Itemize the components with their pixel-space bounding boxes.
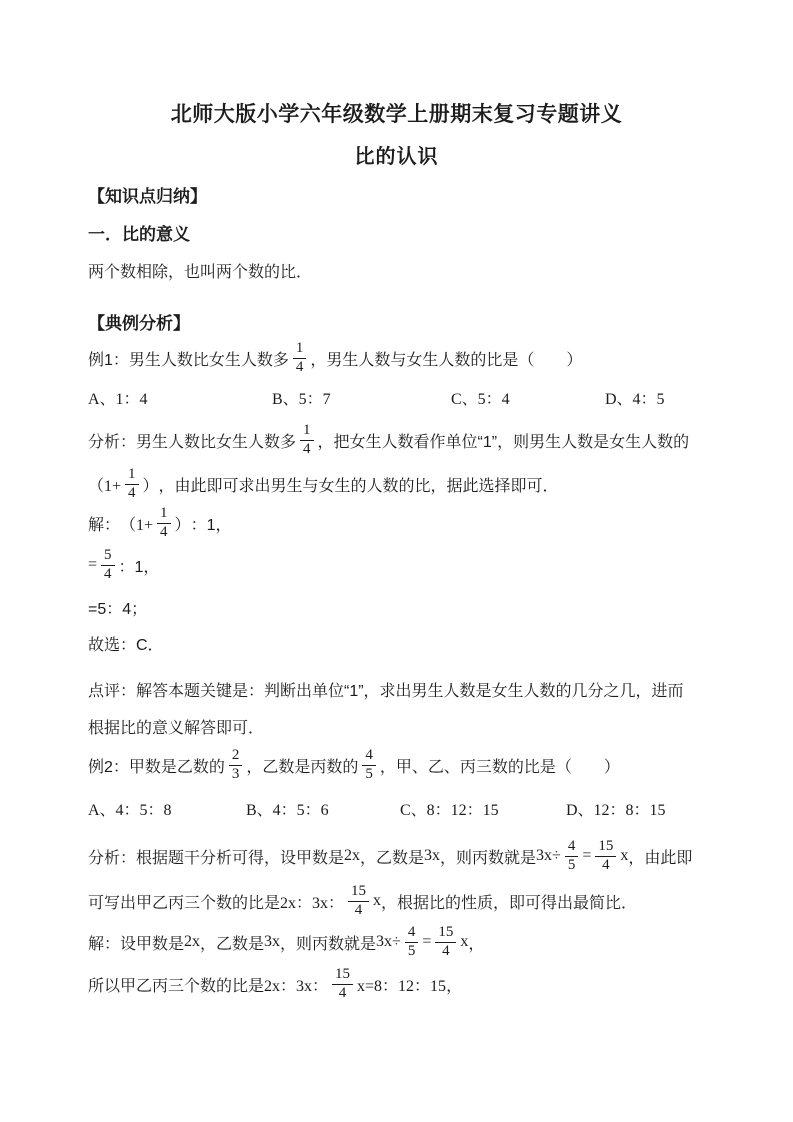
example2-question-mid: ，乙数是丙数的 [246, 758, 359, 776]
example1-solution-step3: =5：4； [88, 601, 148, 618]
fraction-4-5: 4 5 [362, 747, 376, 783]
fraction-1-4: 1 4 [293, 340, 307, 376]
solution1-label: 解： [88, 516, 121, 534]
fraction-15-4: $\frac{15}{4}$ [595, 838, 616, 874]
math-equals: = [422, 933, 432, 950]
example1-comment-line1: 点评：解答本题关键是：判断出单位“1”，求出男生人数是女生人数的几分之几，进而 [88, 683, 684, 700]
example2-question [88, 743, 707, 787]
analysis2-c: ，则丙数就是 [440, 849, 537, 867]
analysis2-a: 分析：根据题干分析可得，设甲数是 [88, 849, 345, 867]
analysis2-d: ，由此即 [628, 849, 693, 867]
math-3x: 3x [264, 933, 281, 950]
solution1-step2-equals: = [88, 556, 98, 573]
fraction-15-4: 15 4 [332, 966, 353, 1002]
section1-heading: 一．比的意义 [88, 225, 190, 244]
example2-option-d: D、12：8：15 [566, 802, 666, 819]
ratio-definition-text: 两个数相除，也叫两个数的比． [88, 264, 313, 281]
fraction-5-4: $\frac{5}{4}$ [101, 547, 115, 583]
solution2-f: ， [446, 977, 463, 995]
fraction-1-4: $\frac{1}{4}$ [125, 466, 139, 502]
math-x: x [460, 933, 469, 950]
math-ratio-2x-3x: 2x：3x： [280, 894, 345, 912]
example1-question-pre: 例1：男生人数比女生人数多 [88, 351, 289, 369]
solution2-e: 所以甲乙丙三个数的比是 [88, 977, 265, 995]
math-3x-divide: 3x÷ [536, 847, 561, 864]
example1-options [88, 386, 707, 409]
analysis1-paren-close: ） [142, 477, 159, 495]
example1-question-post: ，男生人数与女生人数的比是（ ） [310, 351, 583, 369]
example1-comment-line2: 根据比的意义解答即可． [88, 720, 265, 737]
analysis2-f: ，根据比的性质，即可得出最简比． [381, 894, 638, 912]
fraction-1-4: 1 4 [300, 422, 314, 458]
fraction-4-5: $\frac{4}{5}$ [565, 838, 579, 874]
math-x: x [620, 847, 629, 864]
analysis1-post: ，把女生人数看作单位“1”，则男生人数是女生人数的 [317, 433, 690, 451]
math-2x: 2x [344, 847, 361, 864]
analysis1-tail: ，由此即可求出男生与女生的人数的比，据此选择即可． [158, 477, 559, 495]
solution1-paren-close: ） [174, 516, 191, 534]
math-ratio-2x-3x: 2x：3x： [264, 977, 329, 995]
example1-option-d: D、4：5 [605, 391, 665, 408]
example2-option-a: A、4：5：8 [88, 802, 172, 819]
example1-solution-step1 [88, 501, 707, 545]
solution2-a: 解：设甲数是 [88, 935, 185, 953]
math-equals: = [582, 847, 592, 864]
fraction-2-3: 2 3 [229, 747, 243, 783]
solution1-step2-tail: ：1， [118, 558, 160, 576]
solution2-d: ， [468, 935, 485, 953]
example2-solution-line2 [88, 962, 707, 1006]
example2-analysis-line1 [88, 834, 707, 878]
example2-option-b: B、4：5：6 [246, 802, 329, 819]
example2-question-post: ，甲、乙、丙三数的比是（ ） [379, 758, 620, 776]
example1-option-a: A、1：4 [88, 391, 148, 408]
example1-question [88, 336, 707, 380]
solution2-b: ，乙数是 [200, 935, 265, 953]
example1-answer: 故选：C． [88, 637, 164, 654]
document-title: 北师大版小学六年级数学上册期末复习专题讲义 [170, 103, 623, 126]
example2-analysis-line2 [88, 879, 707, 923]
analysis2-e: 可写出甲乙丙三个数的比是 [88, 894, 281, 912]
math-result: x=8：12：15 [357, 977, 447, 995]
document-subtitle: 比的认识 [354, 146, 439, 168]
math-x: x [373, 892, 382, 909]
math-2x: 2x [184, 933, 201, 950]
analysis1-paren-open: （1+ [88, 477, 122, 495]
example1-solution-step2 [88, 543, 707, 587]
example2-options [88, 797, 707, 820]
example2-option-c: C、8：12：15 [400, 802, 499, 819]
example1-analysis-line2 [88, 462, 707, 506]
example2-solution-line1 [88, 920, 707, 964]
knowledge-points-header: 【知识点归纳】 [88, 187, 207, 206]
example1-analysis-line1 [88, 418, 707, 462]
solution1-tail: ：1， [190, 516, 232, 534]
example2-question-pre: 例2：甲数是乙数的 [88, 758, 225, 776]
fraction-15-4: 15 4 [348, 883, 369, 919]
example1-option-c: C、5：4 [451, 391, 510, 408]
math-3x: 3x [424, 847, 441, 864]
fraction-15-4: $\frac{15}{4}$ [435, 924, 456, 960]
math-3x-divide: 3x÷ [376, 933, 401, 950]
solution2-c: ，则丙数就是 [280, 935, 377, 953]
fraction-1-4: $\frac{1}{4}$ [157, 505, 171, 541]
solution1-paren-open: （1+ [120, 516, 154, 534]
analysis2-b: ，乙数是 [360, 849, 425, 867]
analysis1-pre: 分析：男生人数比女生人数多 [88, 433, 297, 451]
typical-examples-header: 【典例分析】 [88, 314, 190, 333]
example1-option-b: B、5：7 [272, 391, 331, 408]
fraction-4-5: $\frac{4}{5}$ [405, 924, 419, 960]
